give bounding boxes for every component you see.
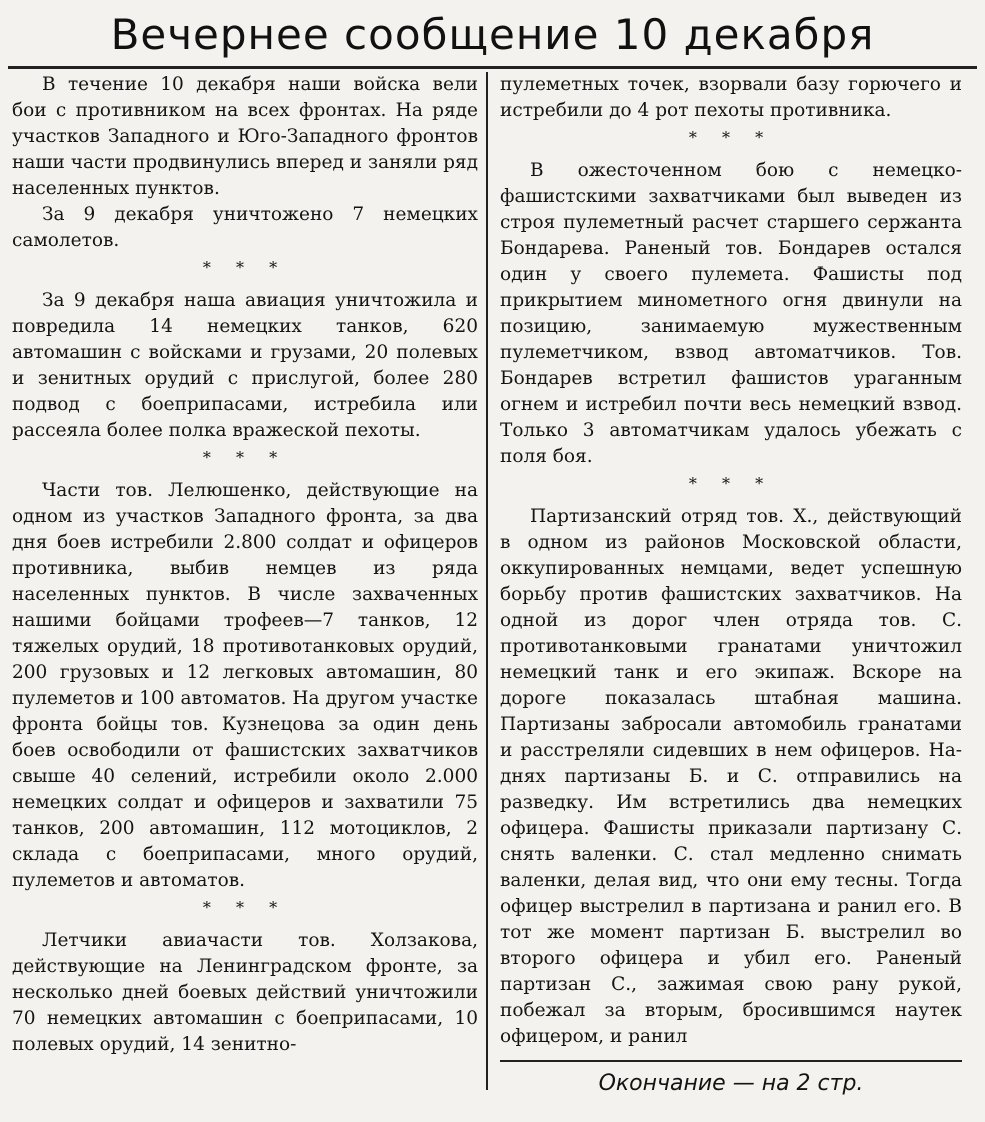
continued-note: Окончание — на 2 стр. [598, 1071, 864, 1096]
paragraph-bondarev: В ожесточенном бою с немецко-фашистскими захватчиками был выведен из строя пулеметный расчет старшего сержанта Бондарева. Раненый тов. Бондарев остался один у своего пулемета. Фашисты под прикрытием минометного огня двинули на позицию, занимаемую мужественным пулеметчиком, взвод автоматчиков. Тов. Бондарев встретил фашистов ураганным огнем и истребил почти весь немецкий взвод. Только 3 автоматчикам удалось убежать с поля боя. [500, 160, 962, 467]
paragraph-kholzakov: Летчики авиачасти тов. Холзакова, действующие на Ленинградском фронте, за несколько дней боевых действий уничтожили 70 немецких автомашин с боеприпасами, 10 полевых орудий, 14 зенитно- [12, 930, 478, 1055]
section-separator: * * * [688, 474, 774, 493]
left-column [12, 72, 486, 1098]
paragraph-aviation: За 9 декабря наша авиация уничтожила и повредила 14 немецких танков, 620 автомашин с войсками и грузами, 20 полевых и зенитных орудий с прислугой, более 280 подвод с боеприпасами, истребила или рассеяла более полка вражеской пехоты. [12, 290, 478, 441]
paragraph-lelyushenko: Части тов. Лелюшенко, действующие на одном из участков Западного фронта, за два дня боев истребили 2.800 солдат и офицеров противника, выбив немцев из ряда населенных пунктов. В числе захваченных нашими бойцами трофеев—7 танков, 12 тяжелых орудий, 18 противотанковых орудий, 200 грузовых и 12 легковых автомашин, 80 пулеметов и 100 автоматов. На другом участке фронта бойцы тов. Кузнецова за один день боев освободили от фашистских захватчиков свыше 40 селений, истребили около 2.000 немецких солдат и офицеров и захватили 75 танков, 200 автомашин, 112 мотоциклов, 2 склада с боеприпасами, много орудий, пулеметов и автоматов. [12, 480, 478, 891]
headline: Вечернее сообщение 10 декабря [110, 10, 875, 59]
headline-rule [8, 66, 977, 69]
article-columns [12, 72, 971, 1098]
bottom-rule [500, 1060, 962, 1062]
section-separator: * * * [202, 258, 288, 277]
paragraph-partisans: Партизанский отряд тов. Х., действующий в одном из районов Московской области, оккупированных немцами, ведет успешную борьбу против фашистских захватчиков. На одной из дорог член отряда тов. С. противотанковыми гранатами уничтожил немецкий танк и его экипаж. Вскоре на дороге показалась штабная машина. Партизаны забросали автомобиль гранатами и расстреляли сидевших в нем офицеров. На-днях партизаны Б. и С. отправились на разведку. Им встретились два немецких офицера. Фашисты приказали партизану С. снять валенки. С. стал медленно снимать валенки, делая вид, что они ему тесны. Тогда офицер выстрелил в партизана и ранил его. В тот же момент партизан Б. выстрелил во второго офицера и убил его. Раненый партизан С., зажимая свою рану рукой, побежал за вторым, бросившимся наутек офицером, и ранил [500, 506, 962, 1047]
section-separator: * * * [202, 898, 288, 917]
section-separator: * * * [202, 448, 288, 467]
paragraph-front-news: В течение 10 декабря наши войска вели бои с противником на всех фронтах. На ряде участков Западного и Юго-Западного фронтов наши части продвинулись вперед и заняли ряд населенных пунктов. [12, 74, 478, 199]
right-column [488, 72, 962, 1098]
paragraph-kholzakov-continued: пулеметных точек, взорвали базу горючего и истребили до 4 рот пехоты противника. [500, 74, 962, 121]
section-separator: * * * [688, 128, 774, 147]
paragraph-planes-destroyed: За 9 декабря уничтожено 7 немецких самолетов. [12, 204, 478, 251]
